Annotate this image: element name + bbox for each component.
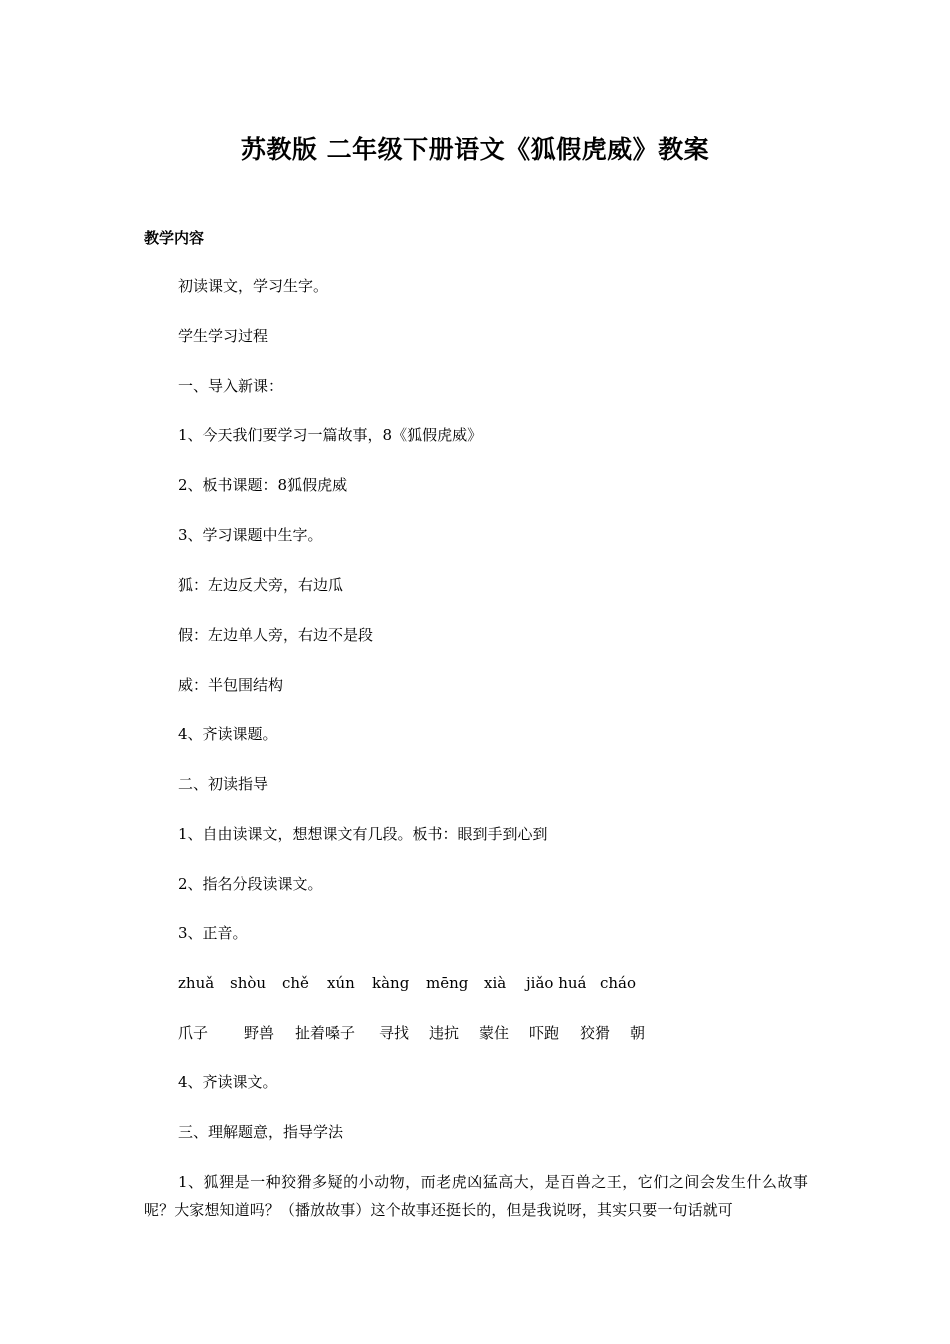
pinyin-item: mēng: [426, 974, 469, 992]
text-line: 1、今天我们要学习一篇故事，8《狐假虎威》: [178, 426, 483, 444]
text-line: 狐：左边反犬旁，右边瓜: [178, 576, 344, 594]
text-line: 威：半包围结构: [178, 676, 284, 694]
text-line: 2、指名分段读课文。: [178, 875, 323, 893]
text-line: 学生学习过程: [178, 327, 269, 345]
text-line: 初读课文，学习生字。: [178, 277, 329, 295]
text-line: 二、初读指导: [178, 775, 269, 793]
pinyin-item: zhuǎ: [178, 974, 215, 992]
word-item: 野兽: [244, 1024, 275, 1042]
text-line: 假：左边单人旁，右边不是段: [178, 626, 374, 644]
pinyin-item: kàng: [372, 974, 410, 992]
body-paragraph: 1、狐狸是一种狡猾多疑的小动物，而老虎凶猛高大，是百兽之王，它们之间会发生什么故事呢？大家想知道吗？（播放故事）这个故事还挺长的，但是我说呀，其实只要一句话就可: [144, 1173, 808, 1219]
text-line: 4、齐读课题。: [178, 725, 278, 743]
word-item: 蒙住: [479, 1024, 510, 1042]
text-line: 3、正音。: [178, 924, 248, 942]
pinyin-item: xún: [327, 974, 355, 992]
pinyin-item: xià: [484, 974, 507, 992]
text-line: 1、自由读课文，想想课文有几段。板书：眼到手到心到: [178, 825, 548, 843]
pinyin-item: shòu: [230, 974, 267, 992]
word-item: 朝: [630, 1024, 646, 1042]
section-heading: 教学内容: [144, 229, 205, 247]
word-item: 寻找: [379, 1024, 410, 1042]
word-item: 爪子: [178, 1024, 209, 1042]
text-line: 2、板书课题：8狐假虎威: [178, 476, 348, 494]
pinyin-item: jiǎo huá: [526, 974, 587, 992]
document-title: 苏教版 二年级下册语文《狐假虎威》教案: [240, 135, 710, 164]
word-item: 狡猾: [580, 1024, 611, 1042]
word-item: 扯着嗓子: [295, 1024, 356, 1042]
text-line: 3、学习课题中生字。: [178, 526, 323, 544]
word-item: 吓跑: [529, 1024, 560, 1042]
pinyin-item: chě: [282, 974, 309, 992]
text-line: 4、齐读课文。: [178, 1073, 278, 1091]
pinyin-item: cháo: [600, 974, 637, 992]
text-line: 三、理解题意，指导学法: [178, 1123, 344, 1141]
text-line: 一、导入新课：: [178, 377, 284, 395]
word-item: 违抗: [429, 1024, 460, 1042]
